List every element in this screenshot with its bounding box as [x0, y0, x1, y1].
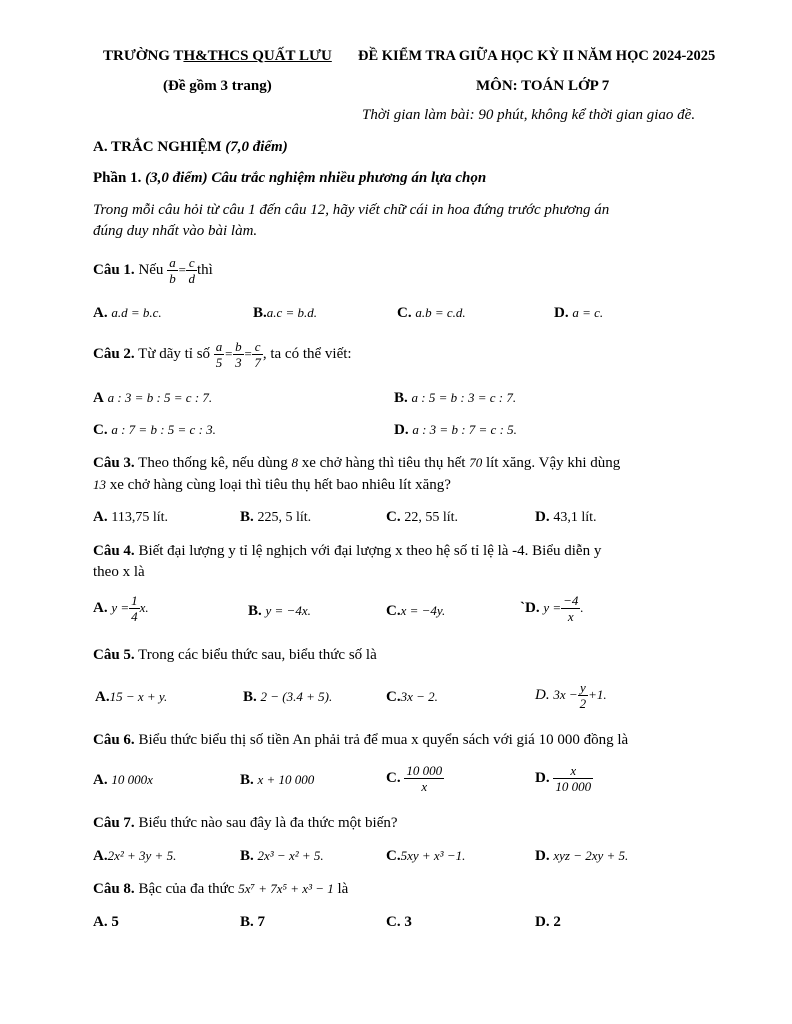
q2-option-a: A a : 3 = b : 5 = c : 7.	[93, 390, 213, 406]
question-6: Câu 6. Biểu thức biểu thị số tiền An phải trả để mua x quyển sách với giá 10 000 đồng là	[93, 732, 629, 748]
fraction-b-3: $\frac{b}{3}$	[235, 339, 242, 370]
q5-option-d: D. 3x − $\frac{y}{2}$ +1.	[535, 680, 607, 711]
fraction-c-7: $\frac{c}{7}$	[254, 339, 261, 370]
question-5: Câu 5. Trong các biểu thức sau, biểu thức số là	[93, 647, 377, 663]
q8-option-a: A. 5	[93, 914, 119, 930]
subject-line: MÔN: TOÁN LỚP 7	[476, 78, 610, 94]
fraction-neg4-x: $\frac{-4}{x}$	[563, 593, 579, 624]
instruction-line-1: Trong mỗi câu hỏi từ câu 1 đến câu 12, hãy viết chữ cái in hoa đứng trước phương án	[93, 202, 610, 218]
fraction-a-b: $\frac{a}{b}$	[169, 255, 176, 286]
question-3-line-1: Câu 3. Theo thống kê, nếu dùng 8 xe chở hàng thì tiêu thụ hết 70 lít xăng. Vậy khi dùng	[93, 455, 621, 471]
q6-option-c: C. $\frac{10 000}{x}$	[386, 763, 443, 794]
q5-option-a: A.15 − x + y.	[95, 689, 168, 705]
question-4-line-2: theo x là	[93, 564, 145, 580]
question-4-line-1: Câu 4. Biết đại lượng y tỉ lệ nghịch với đại lượng x theo hệ số tỉ lệ là -4. Biểu diễn y	[93, 543, 602, 559]
q5-option-c: C.3x − 2.	[386, 689, 438, 705]
q4-option-a: A. y = $\frac{1}{4}$ x.	[93, 593, 149, 624]
q6-option-b: B. x + 10 000	[240, 772, 315, 788]
fraction-10000-x: $\frac{10 000}{x}$	[406, 763, 443, 794]
q1-option-b: B.a.c = b.d.	[253, 305, 318, 321]
q1-option-c: C. a.b = c.d.	[397, 305, 466, 321]
q8-option-b: B. 7	[240, 914, 266, 930]
fraction-1-4: $\frac{1}{4}$	[131, 593, 138, 624]
q3-option-c: C. 22, 55 lít.	[386, 509, 459, 525]
q7-option-b: B. 2x³ − x² + 5.	[240, 848, 324, 864]
q8-option-d: D. 2	[535, 914, 561, 930]
q3-option-a: A. 113,75 lít.	[93, 509, 168, 525]
q4-option-c: C.x = −4y.	[386, 603, 446, 619]
q3-option-d: D. 43,1 lít.	[535, 509, 597, 525]
q2-option-c: C. a : 7 = b : 5 = c : 3.	[93, 422, 216, 438]
q4-option-d: `D. y = $\frac{-4}{x}$ .	[520, 593, 584, 624]
section-a-title: A. TRẮC NGHIỆM (7,0 điểm)	[93, 139, 288, 155]
q7-option-d: D. xyz − 2xy + 5.	[535, 848, 629, 864]
q5-option-b: B. 2 − (3.4 + 5).	[243, 689, 333, 705]
q2-option-d: D. a : 3 = b : 7 = c : 5.	[394, 422, 517, 438]
fraction-x-10000: $\frac{x}{10 000}$	[555, 763, 592, 794]
time-note: Thời gian làm bài: 90 phút, không kể thời gian giao đề.	[362, 107, 696, 123]
q6-option-d: D. $\frac{x}{10 000}$	[535, 763, 592, 794]
q2-option-b: B. a : 5 = b : 3 = c : 7.	[394, 390, 517, 406]
instruction-line-2: đúng duy nhất vào bài làm.	[93, 223, 258, 239]
q1-option-a: A. a.d = b.c.	[93, 305, 162, 321]
question-7: Câu 7. Biểu thức nào sau đây là đa thức một biến?	[93, 815, 398, 831]
q4-option-b: B. y = −4x.	[248, 603, 311, 619]
question-8: Câu 8. Bậc của đa thức 5x⁷ + 7x⁵ + x³ − 1 là	[93, 881, 349, 897]
question-1: Câu 1. Nếu $\frac{a}{b}$ = $\frac{c}{d}$ thì	[93, 255, 213, 286]
school-name: TRƯỜNG TH&THCS QUẤT LƯU	[103, 48, 332, 64]
fraction-a-5: $\frac{a}{5}$	[215, 339, 223, 370]
fraction-c-d: $\frac{c}{d}$	[188, 255, 195, 286]
question-2: Câu 2. Từ dãy tỉ số $\frac{a}{5}$ = $\frac{b}{3}$ = $\frac{c}{7}$ , ta có thể viết:	[93, 339, 352, 370]
fraction-y-2: $\frac{y}{2}$	[579, 680, 587, 711]
pages-note: (Đề gồm 3 trang)	[163, 78, 272, 94]
q7-option-a: A.2x² + 3y + 5.	[93, 848, 177, 864]
exam-title: ĐỀ KIỂM TRA GIỮA HỌC KỲ II NĂM HỌC 2024-2025	[358, 48, 716, 64]
q6-option-a: A. 10 000x	[93, 772, 153, 788]
q3-option-b: B. 225, 5 lít.	[240, 509, 312, 525]
q1-option-d: D. a = c.	[554, 305, 604, 321]
q7-option-c: C.5xy + x³ −1.	[386, 848, 466, 864]
part1-title: Phần 1. (3,0 điểm) Câu trắc nghiệm nhiều phương án lựa chọn	[93, 170, 487, 186]
question-3-line-2: 13 xe chở hàng cùng loại thì tiêu thụ hết bao nhiêu lít xăng?	[93, 477, 451, 493]
q8-option-c: C. 3	[386, 914, 412, 930]
